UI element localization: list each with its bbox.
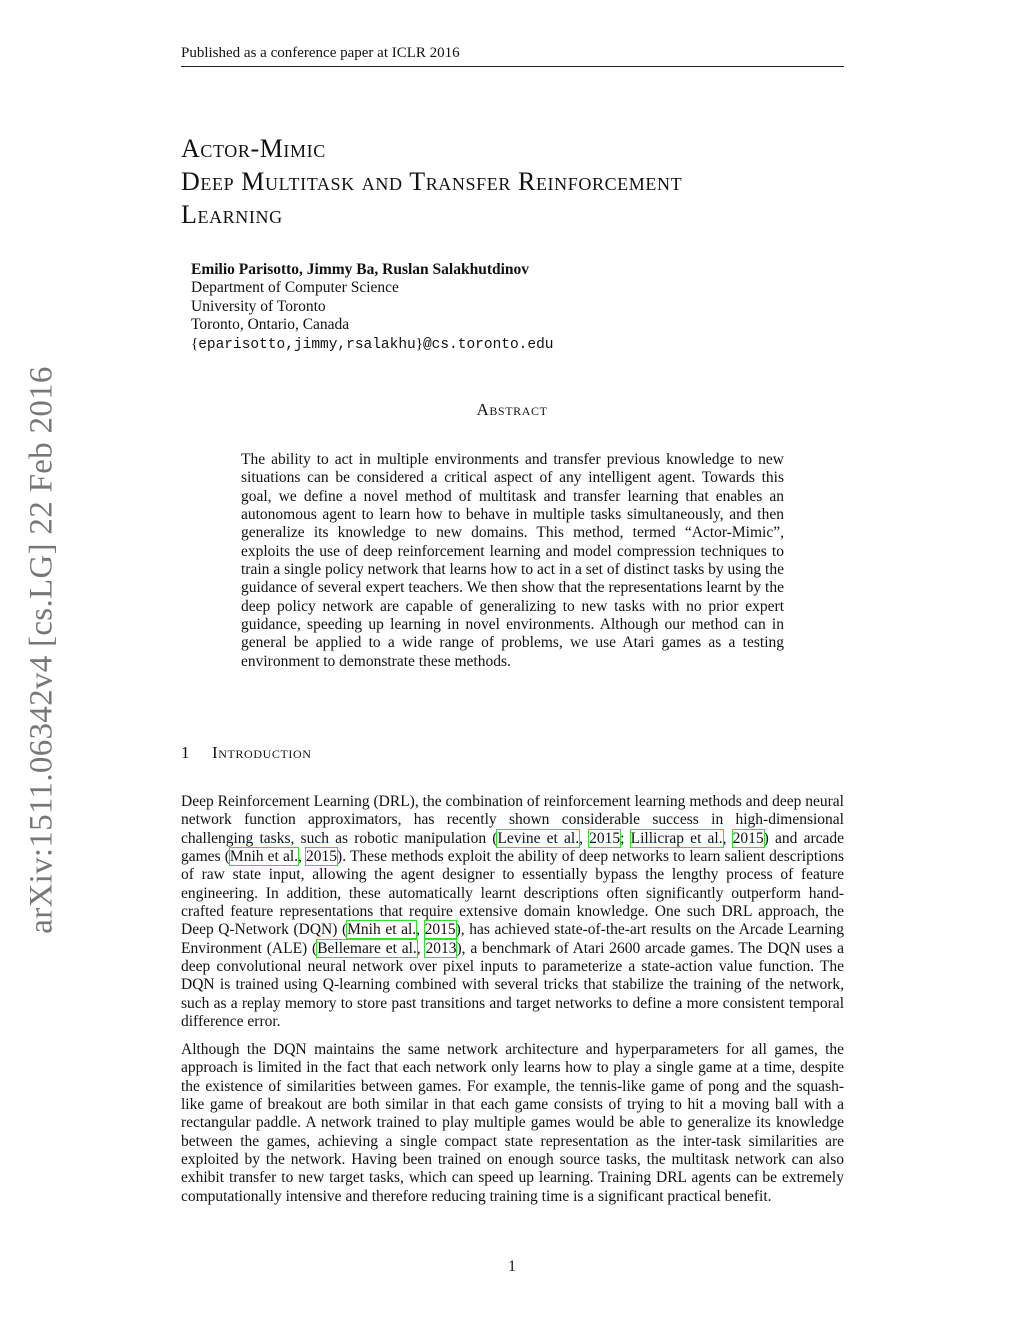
citation-link[interactable]: 2015: [732, 829, 764, 847]
paragraph-text: ). These methods exploit the ability of deep networks to learn salient descriptions of raw state input, allowing the agent designer to essentially bypass the lengthy process of feature engineering. In addition, these automatically learnt descriptions often significantly outperform hand-crafted feature representations that require extensive domain knowledge. One such DRL approach, the Deep Q-Network (DQN) (: [181, 848, 844, 939]
email-brace-close: }: [415, 335, 423, 352]
citation-link[interactable]: Levine et al.: [497, 829, 580, 847]
paper-title: [181, 132, 861, 231]
paragraph-text: ,: [416, 939, 426, 957]
email-users: eparisotto,jimmy,rsalakhu: [198, 336, 416, 353]
paragraph-text: ,: [416, 921, 425, 939]
paragraph-text: ,: [579, 829, 590, 847]
author-university: University of Toronto: [191, 297, 326, 315]
section-number: 1: [181, 743, 191, 762]
paragraph-text: ;: [620, 829, 631, 847]
paragraph-text: ,: [722, 829, 733, 847]
author-names: Emilio Parisotto, Jimmy Ba, Ruslan Salakhutdinov: [191, 261, 530, 278]
abstract-text: The ability to act in multiple environments and transfer previous knowledge to new situations can be considered a critical aspect of any intelligent agent. Towards this goal, we define a novel method of multitask and transfer learning that enables an autonomous agent to learn how to behave in multiple tasks simultaneously, and then generalize its knowledge to new domains. This method, termed “Actor-Mimic”, exploits the use of deep reinforcement learning and model compression techniques to train a single policy network that learns how to act in a set of distinct tasks by using the guidance of several expert teachers. We then show that the representations learnt by the deep policy network are capable of generalizing to new tasks with no prior expert guidance, speeding up learning in novel environments. Although our method can in general be applied to a wide range of problems, we use Atari games as a testing environment to demonstrate these methods.: [241, 451, 784, 670]
arxiv-identifier: arXiv:1511.06342v4 [cs.LG] 22 Feb 2016: [23, 366, 60, 934]
title-line-2: Deep Multitask and Transfer Reinforcement: [181, 167, 683, 196]
citation-link[interactable]: Mnih et al.: [347, 921, 417, 939]
paragraph-text: ), has achieved state-of-the-art results on the Arcade Learning Environment (ALE) (: [181, 921, 844, 957]
paragraph-text: ,: [298, 848, 307, 866]
intro-paragraph-2: Although the DQN maintains the same network architecture and hyperparameters for all games, the approach is limited in the fact that each network only learns how to play a single game at a time, despite the existence of similarities between games. For example, the tennis-like game of pong and the squash-like game of breakout are both similar in that each game consists of trying to hit a moving ball with a rectangular paddle. A network trained to play multiple games would be able to generalize its knowledge between the games, achieving a single compact state representation as the inter-task similarities are exploited by the network. Having been trained on enough source tasks, the multitask network can also exhibit transfer to new target tasks, which can speed up learning. Training DRL agents can be extremely computationally intensive and therefore reducing training time is a significant practical benefit.: [181, 1041, 844, 1205]
citation-link[interactable]: 2013: [425, 939, 457, 957]
abstract-heading: Abstract: [476, 400, 548, 419]
author-email: [191, 335, 791, 354]
paragraph-text: ) and arcade games (: [181, 829, 844, 866]
author-location: Toronto, Ontario, Canada: [191, 316, 350, 334]
section-title: Introduction: [212, 743, 312, 762]
page-number: 1: [508, 1258, 516, 1275]
citation-link[interactable]: 2015: [589, 829, 621, 847]
title-line-1: Actor-Mimic: [181, 134, 326, 163]
author-block: [191, 261, 791, 354]
author-department: Department of Computer Science: [191, 279, 399, 297]
citation-link[interactable]: 2015: [424, 921, 456, 939]
citation-link[interactable]: Bellemare et al.: [317, 939, 417, 957]
email-domain: @cs.toronto.edu: [422, 336, 554, 353]
section-heading: [181, 743, 312, 763]
intro-paragraph-1: [181, 793, 844, 1031]
paragraph-text: Deep Reinforcement Learning (DRL), the combination of reinforcement learning methods and deep neural network function approximators, has recently shown considerable success in high-dimensional challenging tasks, such as robotic manipulation (: [181, 793, 844, 847]
email-brace-open: {: [191, 335, 199, 352]
title-line-3: Learning: [181, 200, 283, 229]
citation-link[interactable]: Mnih et al.: [229, 848, 299, 866]
running-header: Published as a conference paper at ICLR 2016: [181, 44, 844, 67]
citation-link[interactable]: Lillicrap et al.: [630, 829, 723, 847]
paragraph-text: ), a benchmark of Atari 2600 arcade games. The DQN uses a deep convolutional neural network over pixel inputs to parameterize a state-action value function. The DQN is trained using Q-learning combined with several tricks that stabilize the training of the network, such as a replay memory to store past transitions and target networks to define a more consistent temporal difference error.: [181, 939, 845, 1031]
citation-link[interactable]: 2015: [306, 848, 338, 866]
